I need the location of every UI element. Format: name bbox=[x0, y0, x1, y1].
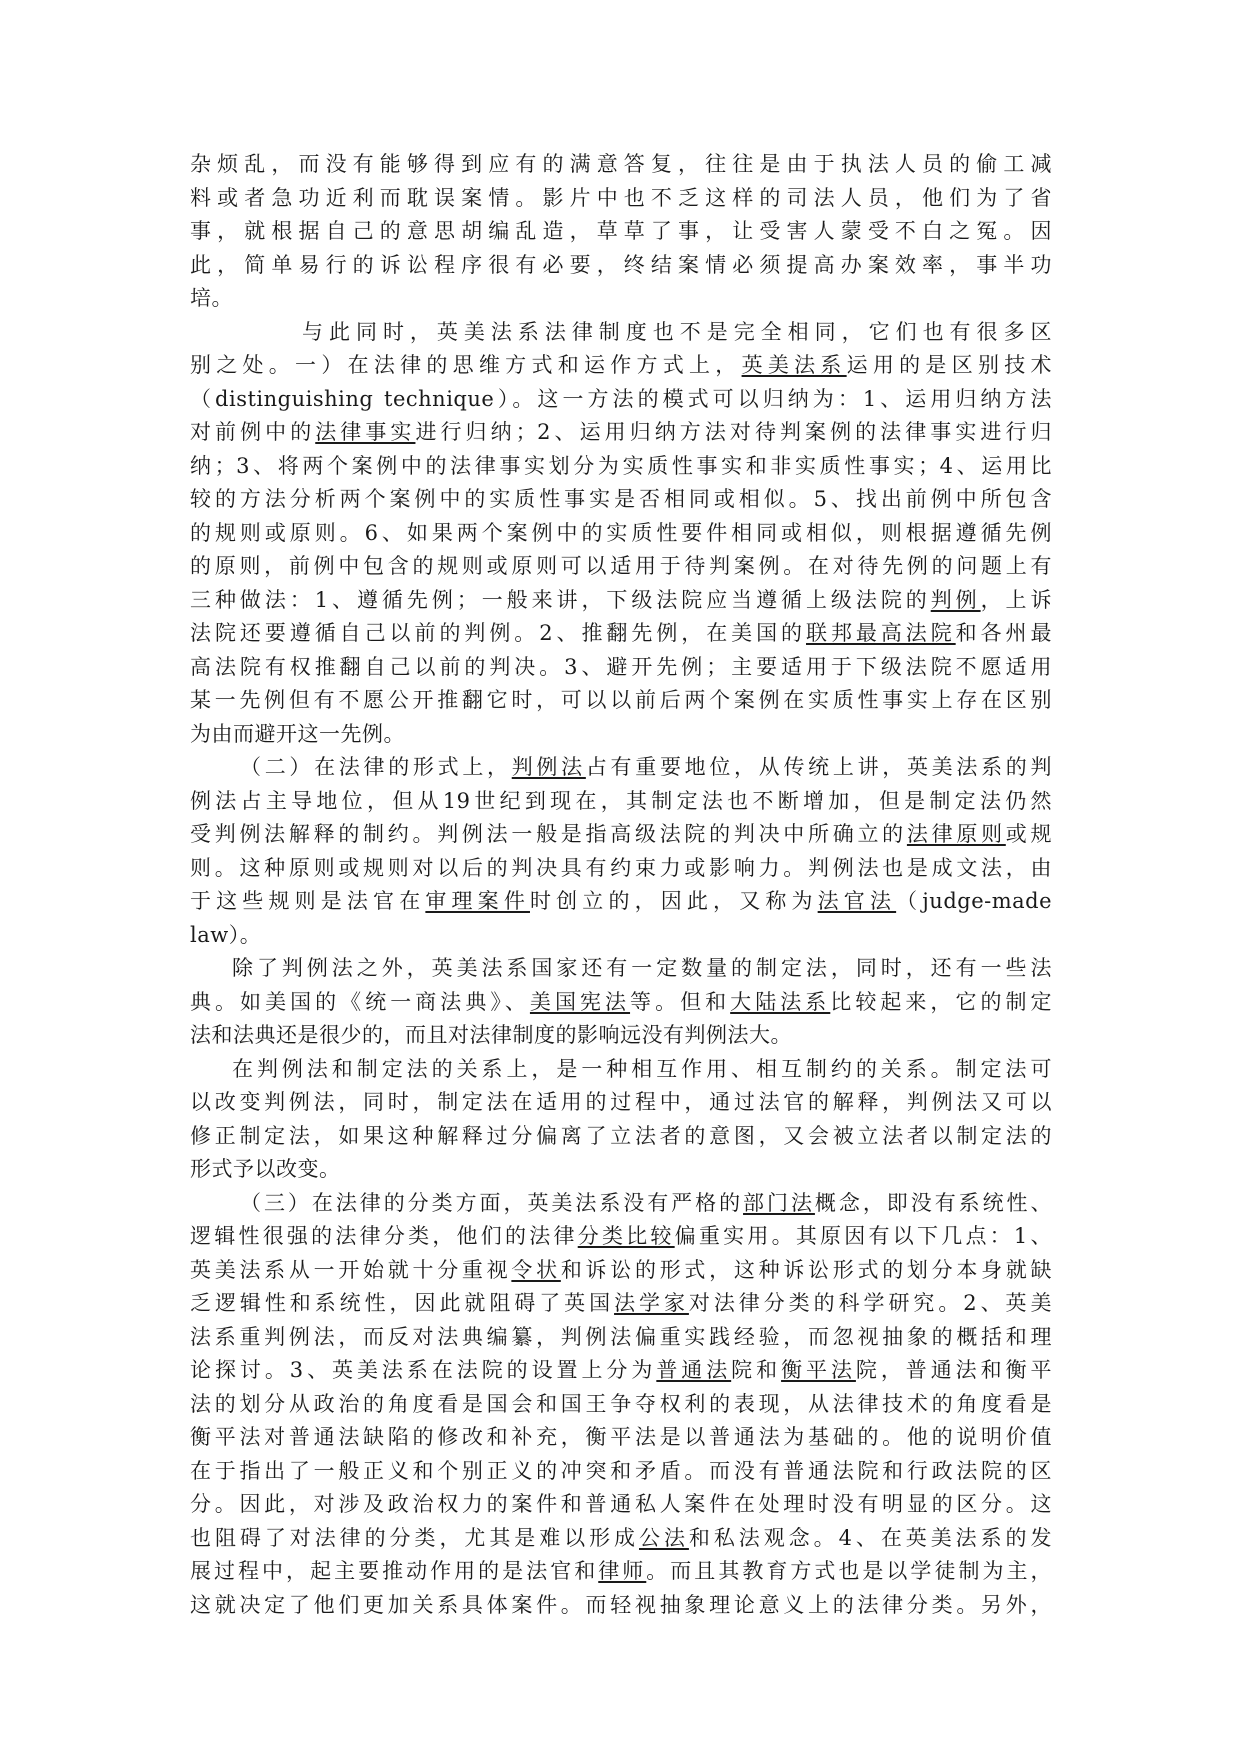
text-line bbox=[190, 1254, 1052, 1288]
text-segment: （distinguishing technique）。这一方法的模式可以归纳为：1、运用归纳方法 bbox=[190, 386, 1052, 411]
text-line bbox=[190, 1120, 1052, 1154]
text-line bbox=[190, 450, 1052, 484]
hyperlink-term[interactable]: 美国宪法 bbox=[529, 989, 631, 1014]
text-segment: 占有重要地位，从传统上讲，英美法系的判 bbox=[585, 755, 1052, 779]
text-segment: 三种做法：1、遵循先例；一般来讲，下级法院应当遵循上级法院的 bbox=[190, 587, 931, 612]
text-line bbox=[190, 617, 1052, 651]
text-line bbox=[190, 282, 1052, 316]
text-line bbox=[190, 684, 1052, 718]
text-segment: 在于指出了一般正义和个别正义的冲突和矛盾。而没有普通法院和行政法院的区 bbox=[190, 1458, 1052, 1483]
text-segment: 院，普通法和衡平 bbox=[855, 1358, 1053, 1382]
hyperlink-term[interactable]: 判例 bbox=[930, 587, 981, 612]
text-segment: 对前例中的 bbox=[190, 420, 316, 444]
document-body bbox=[190, 148, 1052, 1622]
text-segment: 培。 bbox=[190, 286, 233, 310]
text-segment: 比较起来，它的制定 bbox=[830, 989, 1053, 1014]
hyperlink-term[interactable]: 联邦最高法院 bbox=[806, 621, 956, 645]
text-segment: 纳；3、将两个案例中的法律事实划分为实质性事实和非实质性事实；4、运用比 bbox=[190, 453, 1052, 478]
text-segment: （judge-made bbox=[896, 889, 1053, 913]
text-segment: （三）在法律的分类方面，英美法系没有严格的 bbox=[240, 1190, 744, 1215]
text-segment: 高法院有权推翻自己以前的判决。3、避开先例；主要适用于下级法院不愿适用 bbox=[190, 654, 1052, 679]
text-line bbox=[190, 1187, 1052, 1221]
text-segment: 分。因此，对涉及政治权力的案件和普通私人案件在处理时没有明显的区分。这 bbox=[190, 1492, 1052, 1516]
text-line bbox=[190, 1455, 1052, 1489]
text-line bbox=[190, 215, 1052, 249]
text-segment: 某一先例但有不愿公开推翻它时，可以以前后两个案例在实质性事实上存在区别 bbox=[190, 688, 1052, 712]
hyperlink-term[interactable]: 法官法 bbox=[817, 889, 897, 913]
text-line bbox=[190, 182, 1052, 216]
text-line bbox=[190, 885, 1052, 919]
hyperlink-term[interactable]: 公法 bbox=[639, 1525, 689, 1550]
text-line bbox=[190, 718, 1052, 752]
text-segment: 法院还要遵循自己以前的判例。2、推翻先例，在美国的 bbox=[190, 621, 806, 645]
text-line bbox=[190, 651, 1052, 685]
text-line bbox=[190, 1488, 1052, 1522]
text-segment: 论探讨。3、英美法系在法院的设置上分为 bbox=[190, 1358, 657, 1382]
text-segment: 进行归纳；2、运用归纳方法对待判案例的法律事实进行归 bbox=[415, 420, 1053, 444]
text-segment: 受判例法解释的制约。判例法一般是指高级法院的判决中所确立的 bbox=[190, 822, 907, 846]
text-segment: 等。但和 bbox=[630, 989, 731, 1014]
text-line bbox=[190, 852, 1052, 886]
text-segment: 修正制定法，如果这种解释过分偏离了立法者的意图，又会被立法者以制定法的 bbox=[190, 1123, 1052, 1148]
text-segment: 典。如美国的《统一商法典》、 bbox=[190, 989, 530, 1014]
text-line bbox=[190, 517, 1052, 551]
text-segment: 除了判例法之外，英美法系国家还有一定数量的制定法，同时，还有一些法 bbox=[232, 956, 1052, 980]
text-line bbox=[190, 1220, 1052, 1254]
text-segment: 此，简单易行的诉讼程序很有必要，终结案情必须提高办案效率，事半功 bbox=[190, 252, 1052, 277]
text-segment: 与此同时，英美法系法律制度也不是完全相同，它们也有很多区 bbox=[302, 319, 1052, 344]
text-line bbox=[190, 1421, 1052, 1455]
hyperlink-term[interactable]: 分类比较 bbox=[577, 1224, 675, 1248]
text-segment: 逻辑性很强的法律分类，他们的法律 bbox=[190, 1224, 578, 1248]
text-line bbox=[190, 550, 1052, 584]
text-line bbox=[190, 1354, 1052, 1388]
text-line bbox=[190, 148, 1052, 182]
text-segment: 法和法典还是很少的，而且对法律制度的影响远没有判例法大。 bbox=[190, 1023, 792, 1047]
text-segment: 以改变判例法，同时，制定法在适用的过程中，通过法官的解释，判例法又可以 bbox=[190, 1090, 1052, 1114]
text-line bbox=[190, 483, 1052, 517]
text-segment: 的规则或原则。6、如果两个案例中的实质性要件相同或相似，则根据遵循先例 bbox=[190, 520, 1052, 545]
hyperlink-term[interactable]: 英美法系 bbox=[741, 353, 847, 377]
text-line bbox=[190, 349, 1052, 383]
text-segment: 的原则，前例中包含的规则或原则可以适用于待判案例。在对待先例的问题上有 bbox=[190, 554, 1052, 578]
hyperlink-term[interactable]: 衡平法 bbox=[781, 1358, 856, 1382]
text-segment: 衡平法对普通法缺陷的修改和补充，衡平法是以普通法为基础的。他的说明价值 bbox=[190, 1425, 1052, 1449]
text-line bbox=[190, 1589, 1052, 1623]
text-segment: 运用的是区别技术 bbox=[846, 353, 1052, 377]
text-segment: 则。这种原则或规则对以后的判决具有约束力或影响力。判例法也是成文法，由 bbox=[190, 855, 1052, 880]
text-line bbox=[190, 785, 1052, 819]
hyperlink-term[interactable]: 普通法 bbox=[656, 1358, 732, 1382]
text-segment: 概念，即没有系统性、 bbox=[814, 1190, 1053, 1215]
text-line bbox=[190, 584, 1052, 618]
text-line bbox=[190, 1153, 1052, 1187]
text-segment: 别之处。一）在法律的思维方式和运作方式上， bbox=[190, 353, 742, 377]
text-segment: （二）在法律的形式上， bbox=[240, 755, 512, 779]
text-line bbox=[190, 249, 1052, 283]
text-line bbox=[190, 986, 1052, 1020]
text-line bbox=[190, 1053, 1052, 1087]
text-segment: 杂烦乱，而没有能够得到应有的满意答复，往往是由于执法人员的偷工减 bbox=[190, 152, 1052, 176]
text-segment: 乏逻辑性和系统性，因此就阻碍了英国 bbox=[190, 1291, 615, 1315]
text-line bbox=[190, 818, 1052, 852]
hyperlink-term[interactable]: 法律原则 bbox=[906, 822, 1006, 846]
text-line bbox=[190, 1086, 1052, 1120]
text-line bbox=[190, 1287, 1052, 1321]
text-segment: ，上诉 bbox=[980, 587, 1052, 612]
text-segment: 和各州最 bbox=[955, 621, 1053, 645]
text-segment: 例法占主导地位，但从19世纪到现在，其制定法也不断增加，但是制定法仍然 bbox=[190, 788, 1052, 813]
hyperlink-term[interactable]: 大陆法系 bbox=[730, 989, 831, 1014]
text-segment: 较的方法分析两个案例中的实质性事实是否相同或相似。5、找出前例中所包含 bbox=[190, 487, 1052, 511]
hyperlink-term[interactable]: 审理案件 bbox=[425, 889, 530, 913]
text-segment: 对法律分类的科学研究。2、英美 bbox=[688, 1291, 1052, 1315]
hyperlink-term[interactable]: 法学家 bbox=[614, 1291, 689, 1315]
hyperlink-term[interactable]: 判例法 bbox=[511, 755, 586, 779]
text-segment: 于这些规则是法官在 bbox=[190, 889, 426, 913]
text-segment: 事，就根据自己的意思胡编乱造，草草了事，让受害人蒙受不白之冤。因 bbox=[190, 219, 1052, 243]
hyperlink-term[interactable]: 律师 bbox=[598, 1559, 647, 1583]
text-segment: 料或者急功近利而耽误案情。影片中也不乏这样的司法人员，他们为了省 bbox=[190, 185, 1052, 210]
text-line bbox=[190, 316, 1052, 350]
text-segment: 展过程中，起主要推动作用的是法官和 bbox=[190, 1559, 599, 1583]
text-line bbox=[190, 919, 1052, 953]
text-line bbox=[190, 952, 1052, 986]
text-segment: 英美法系从一开始就十分重视 bbox=[190, 1257, 512, 1282]
text-line bbox=[190, 1321, 1052, 1355]
text-segment: 在判例法和制定法的关系上，是一种相互作用、相互制约的关系。制定法可 bbox=[232, 1056, 1052, 1081]
text-line bbox=[190, 383, 1052, 417]
text-segment: 这就决定了他们更加关系具体案件。而轻视抽象理论意义上的法律分类。另外， bbox=[190, 1592, 1052, 1617]
text-line bbox=[190, 751, 1052, 785]
text-segment: 偏重实用。其原因有以下几点：1、 bbox=[674, 1224, 1052, 1248]
text-line bbox=[190, 1388, 1052, 1422]
hyperlink-term[interactable]: 令状 bbox=[511, 1257, 561, 1282]
text-line bbox=[190, 1555, 1052, 1589]
text-segment: 也阻碍了对法律的分类，尤其是难以形成 bbox=[190, 1525, 640, 1550]
text-segment: law）。 bbox=[190, 922, 262, 947]
text-line bbox=[190, 416, 1052, 450]
text-segment: 院和 bbox=[731, 1358, 782, 1382]
hyperlink-term[interactable]: 法律事实 bbox=[315, 420, 416, 444]
text-segment: 形式予以改变。 bbox=[190, 1157, 341, 1181]
text-segment: 时创立的，因此，又称为 bbox=[529, 889, 818, 913]
text-segment: 法系重判例法，而反对法典编纂，判例法偏重实践经验，而忽视抽象的概括和理 bbox=[190, 1324, 1052, 1349]
text-segment: 和诉讼的形式，这种诉讼形式的划分本身就缺 bbox=[560, 1257, 1053, 1282]
text-segment: 为由而避开这一先例。 bbox=[190, 721, 405, 746]
text-segment: 或规 bbox=[1005, 822, 1053, 846]
hyperlink-term[interactable]: 部门法 bbox=[743, 1190, 815, 1215]
text-segment: 和私法观念。4、在英美法系的发 bbox=[688, 1525, 1052, 1550]
text-line bbox=[190, 1019, 1052, 1053]
text-segment: 法的划分从政治的角度看是国会和国王争夺权利的表现，从法律技术的角度看是 bbox=[190, 1391, 1052, 1416]
text-segment: 。而且其教育方式也是以学徒制为主， bbox=[646, 1559, 1053, 1583]
text-line bbox=[190, 1522, 1052, 1556]
